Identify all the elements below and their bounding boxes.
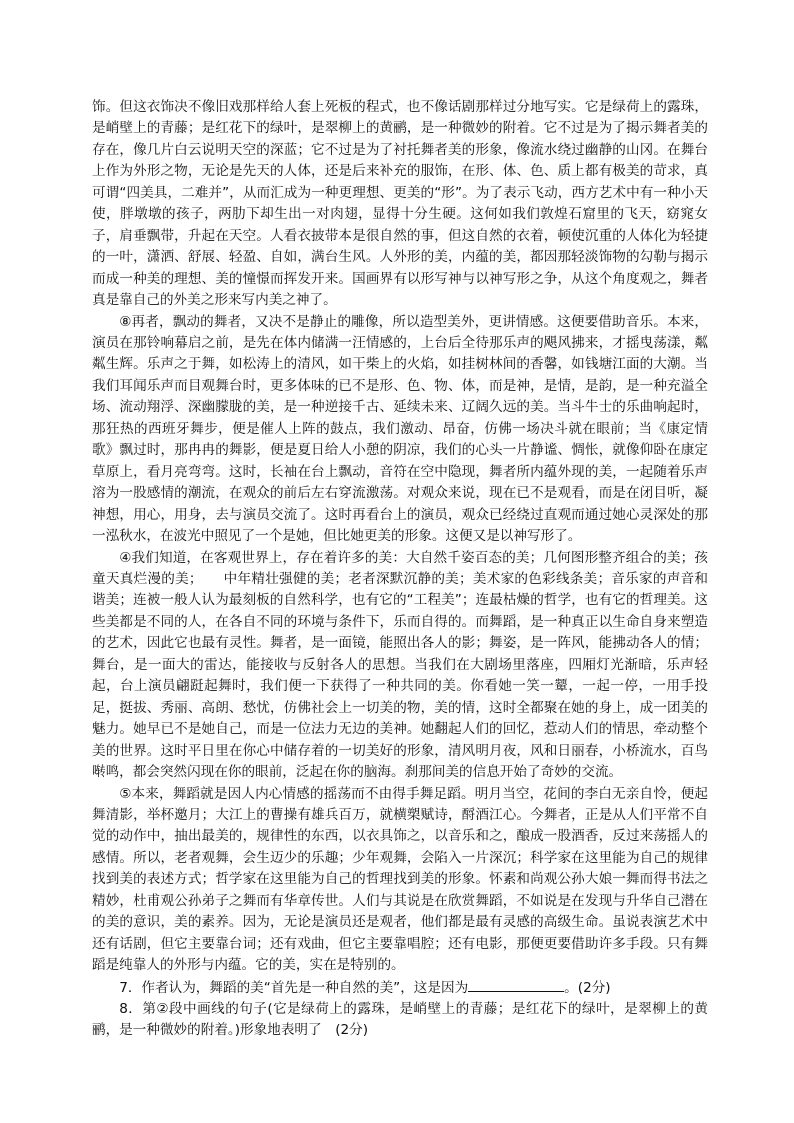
- question-8: 8．第②段中画线的句子(它是绿荷上的露珠，是峭壁上的青藤；是红花下的绿叶，是翠柳上的黄鹂，是一种微妙的附着。)形象地表明了 (2分): [92, 1001, 708, 1039]
- paragraph-3: ⑧再者，飘动的舞者，又决不是静止的雕像，所以造型美外，更讲情感。这便要借助音乐。本来，演员在那铃响幕启之前，是先在体内储满一汪情感的，上台后全待那乐声的飓风拂来，才摇曳荡漾，粼粼生辉。乐声之于舞，如松涛上的清风，如干柴上的火焰，如挂树林间的香馨，如钱塘江面的大潮。当我们耳闻乐声而目观舞台时，更多体味的已不是形、色、物、体，而是神，是情，是韵，是一种充溢全场、流动翔浮、深幽朦胧的美，是一种逆接千古、延续未来、辽阔久远的美。当斗牛士的乐曲响起时，那狂热的西班牙舞步，便是催人上阵的鼓点，我们激动、昂奋，仿佛一场决斗就在眼前；当《康定情歌》飘过时，那冉冉的舞影，便是夏日给人小憩的阴凉，我们的心头一片静谧、惆怅，就像仰卧在康定草原上，看月亮弯弯。这时，长袖在台上飘动，音符在空中隐现，舞者所内蕴外现的美，一起随着乐声溶为一股感情的潮流，在观众的前后左右穿流激荡。对观众来说，现在已不是观看，而是在闭目听，凝神想，用心，用身，去与演员交流了。这时再看台上的演员，观众已经绕过直观而通过她心灵深处的那一泓秋水，在波光中照见了一个是她，但比她更美的形象。这便又是以神写形了。: [92, 313, 708, 545]
- document-page: [92, 97, 708, 1042]
- question-7-text: 7．作者认为，舞蹈的美“首先是一种自然的美”，这是因为: [119, 979, 469, 996]
- question-7-score: 。(2分): [564, 979, 611, 996]
- paragraph-4: ④我们知道，在客观世界上，存在着许多的美：大自然千姿百态的美；几何图形整齐组合的美；孩童天真烂漫的美； 中年精壮强健的美；老者深默沉静的美；美术家的色彩线条美；音乐家的声音和谐美；连被一般人认为最刻板的自然科学，也有它的“工程美”；连最枯燥的哲学，也有它的哲理美。这些美都是不同的人，在各自不同的环境与条件下，乐而自得的。而舞蹈，是一种真正以生命自身来塑造的艺术，因此它也最有灵性。舞者，是一面镜，能照出各人的影；舞姿，是一阵风，能拂动各人的情；舞台，是一面大的雷达，能接收与反射各人的思想。当我们在大剧场里落座，四厢灯光渐暗，乐声轻起，台上演员翩跹起舞时，我们便一下获得了一种共同的美。你看她一笑一颦，一起一停，一用手投足，挺拔、秀丽、高朗、愁忧，仿佛社会上一切美的物，美的情，这时全都聚在她的身上，成一团美的魅力。她早已不是她自己，而是一位法力无边的美神。她翻起人们的回忆，惹动人们的情思，牵动整个美的世界。这时平日里在你心中储存着的一切美好的形象，清风明月夜，风和日丽春，小桥流水，百鸟啭鸣，都会突然闪现在你的眼前，泛起在你的脑海。刹那间美的信息开始了奇妙的交流。: [92, 549, 708, 781]
- paragraph-continued: 饰。但这衣饰决不像旧戏那样给人套上死板的程式，也不像话剧那样过分地写实。它是绿荷上的露珠，是峭壁上的青藤；是红花下的绿叶，是翠柳上的黄鹂，是一种微妙的附着。它不过是为了揭示舞者美的存在，像几片白云说明天空的深蓝；它不过是为了衬托舞者美的形象，像流水绕过幽静的山冈。在舞台上作为外形之物，无论是先天的人体，还是后来补充的服饰，在形、体、色、质上都有极美的苛求，真可谓“四美具，二难并”，从而汇成为一种更理想、更美的“形”。为了表示飞动，西方艺术中有一种小天使，胖墩墩的孩子，两肋下却生出一对肉翅，显得十分生硬。这何如我们敦煌石窟里的飞天，窈窕女子，肩垂飘带，升起在天空。人看衣披带本是很自然的事，但这自然的衣着，顿使沉重的人体化为轻捷的一叶，潇洒、舒展、轻盈、自如，满台生风。人外形的美，内蕴的美，都因那轻淡饰物的勾勒与揭示而成一种美的理想、美的憧憬而挥发开来。国画界有以形写神与以神写形之争，从这个角度观之，舞者真是靠自己的外美之形来写内美之神了。: [92, 99, 708, 309]
- question-7: [92, 977, 708, 999]
- answer-blank[interactable]: [468, 977, 564, 992]
- paragraph-5: ⑤本来，舞蹈就是因人内心情感的摇荡而不由得手舞足蹈。明月当空，花间的李白无亲自怜，便起舞清影，举杯邀月；大江上的曹操有雄兵百万，就横槊赋诗，酹酒江心。今舞者，正是从人们平常不自觉的动作中，抽出最美的，规律性的东西，以衣具饰之，以音乐和之，酿成一股酒香，反过来荡摇人的感情。所以，老者观舞，会生迈少的乐趣；少年观舞，会陷入一片深沉；科学家在这里能为自己的规律找到美的表述方式；哲学家在这里能为自己的哲理找到美的形象。怀素和尚观公孙大娘一舞而得书法之精妙，杜甫观公孙弟子之舞而有华章传世。人们与其说是在欣赏舞蹈，不如说是在发现与升华自己潜在的美的意识，美的素养。因为，无论是演员还是观者，他们都是最有灵感的高级生命。虽说表演艺术中还有话剧，但它主要靠台词；还有戏曲，但它主要靠唱腔；还有电影，那便更要借助许多手段。只有舞蹈是纯靠人的外形与内蕴。它的美，实在是特别的。: [92, 785, 708, 974]
